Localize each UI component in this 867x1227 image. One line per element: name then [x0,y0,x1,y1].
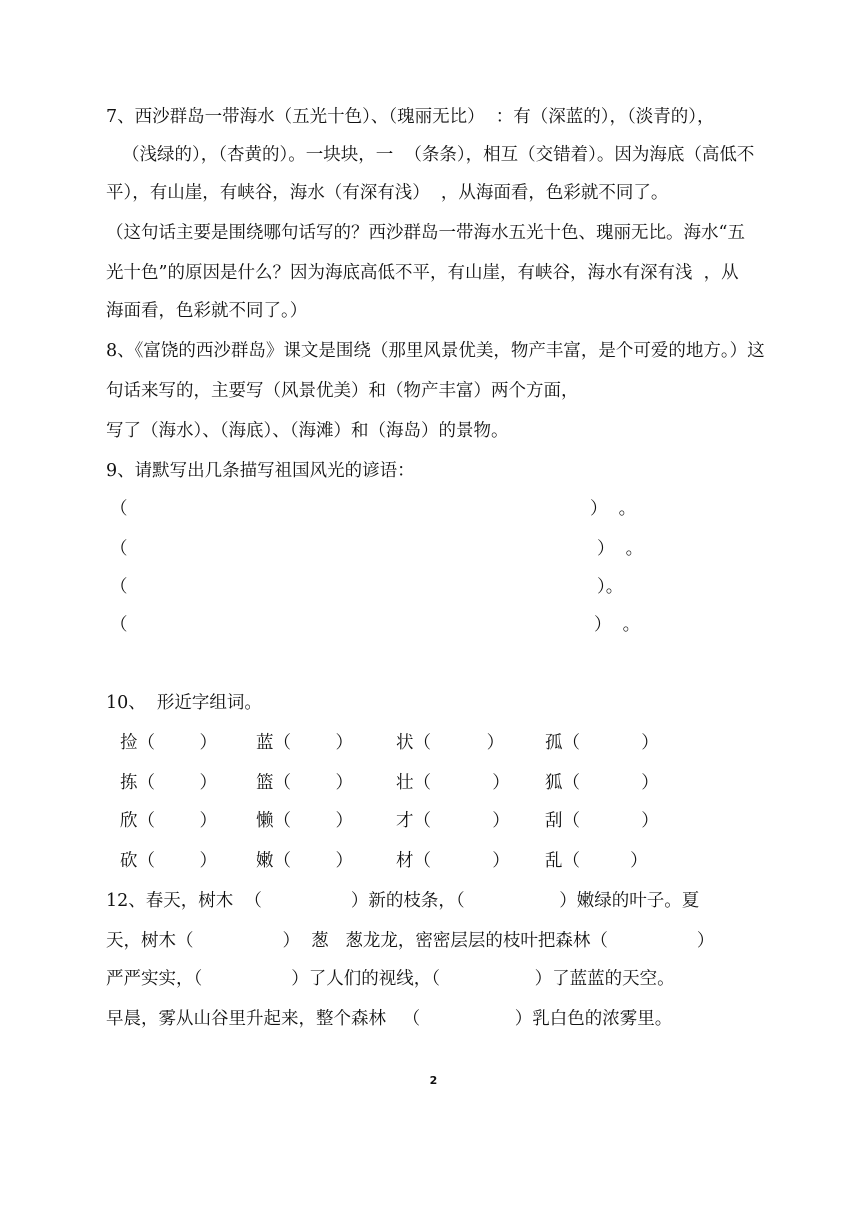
q9-blank-close: ） 。 [594,615,641,635]
q8-line3: 写了（海水）、（海底）、（海滩）和（海岛）的景物。 [106,421,509,441]
q7-line1: 7、西沙群岛一带海水（五光十色）、（瑰丽无比） ：有（深蓝的），（淡青的）， [106,107,715,127]
q10-word-cell[interactable]: 欣（ ） [120,811,218,831]
q10-word-cell[interactable]: 材（ ） [396,851,510,871]
q9-prompt: 9、请默写出几条描写祖国风光的谚语： [106,461,415,481]
q9-blank-open: （ [110,615,128,635]
q10-word-cell[interactable]: 孤（ ） [545,733,659,753]
q10-word-cell[interactable]: 狐（ ） [545,773,659,793]
q9-blank-open: （ [110,499,128,519]
q12-line1: 12、春天，树木 （ ）新的枝条，（ ）嫩绿的叶子。夏 [106,891,700,911]
q10-word-cell[interactable]: 嫩（ ） [256,851,354,871]
q10-word-cell[interactable]: 乱（ ） [545,851,648,871]
q7-line2: （浅绿的），（杏黄的）。一块块，一 （条条），相互（交错着）。因为海底（高低不 [122,145,755,165]
q10-word-cell[interactable]: 壮（ ） [396,773,510,793]
q12-line2: 天，树木（ ） 葱 葱龙龙，密密层层的枝叶把森林（ ） [106,931,715,951]
q10-word-cell[interactable]: 篮（ ） [256,773,354,793]
q7-note-line1: （这句话主要是围绕哪句话写的？西沙群岛一带海水五光十色、瑰丽无比。海水“五 [106,223,745,243]
q9-blank-open: （ [110,539,128,559]
q9-blank-close: ） 。 [590,499,637,519]
q8-line2: 句话来写的，主要写（风景优美）和（物产丰富）两个方面， [106,381,579,401]
q7-note-line3: 海面看，色彩就不同了。） [106,301,308,321]
q10-word-cell[interactable]: 砍（ ） [120,851,218,871]
q10-word-cell[interactable]: 蓝（ ） [256,733,354,753]
q9-blank-open: （ [110,577,128,597]
page-number: 2 [429,1074,438,1087]
q7-note-line2: 光十色”的原因是什么？因为海底高低不平，有山崖，有峡谷，海水有深有浅 ，从 [106,263,739,283]
q10-word-cell[interactable]: 状（ ） [396,733,505,753]
q10-word-cell[interactable]: 才（ ） [396,811,510,831]
q12-line4: 早晨，雾从山谷里升起来，整个森林 （ ）乳白色的浓雾里。 [106,1009,673,1029]
q10-word-cell[interactable]: 刮（ ） [545,811,659,831]
q10-prompt: 10、 形近字组词。 [106,693,262,713]
q8-line1: 8、《富饶的西沙群岛》课文是围绕（那里风景优美，物产丰富，是个可爱的地方。）这 [106,341,765,361]
q9-blank-close: ） 。 [597,539,644,559]
q7-line3: 平），有山崖，有峡谷，海水（有深有浅） ，从海面看，色彩就不同了。 [106,183,669,203]
q10-word-cell[interactable]: 拣（ ） [120,773,218,793]
q9-blank-close: ）。 [597,577,624,597]
q10-word-cell[interactable]: 懒（ ） [256,811,354,831]
q12-line3: 严严实实，（ ）了人们的视线，（ ）了蓝蓝的天空。 [106,969,675,989]
q10-word-cell[interactable]: 捡（ ） [120,733,218,753]
